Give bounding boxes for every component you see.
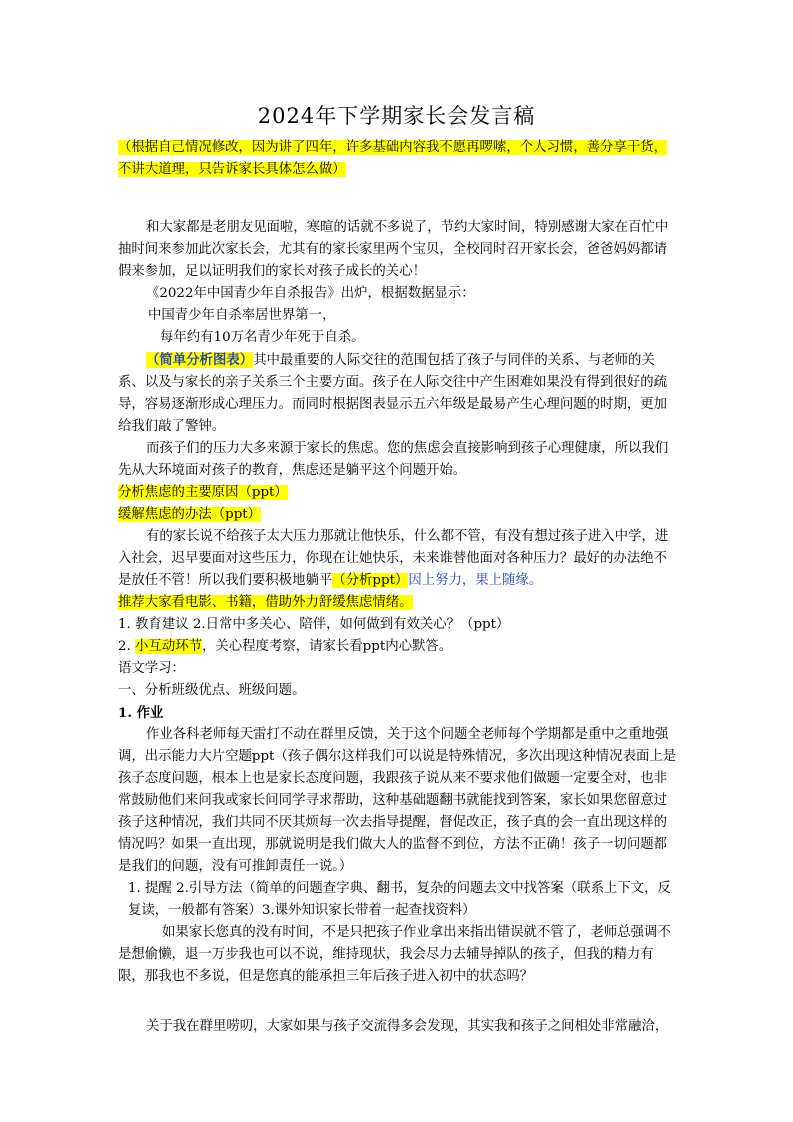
chart-analysis-tag: （简单分析图表） bbox=[146, 352, 254, 368]
paragraph-lying-flat bbox=[118, 526, 678, 592]
recommend-text: 推荐大家看电影、书籍，借助外力舒缓焦虑情绪。 bbox=[118, 595, 413, 610]
anxiety-cause-line bbox=[118, 482, 678, 504]
anxiety-relief-text: 缓解焦虑的办法（ppt） bbox=[118, 507, 262, 522]
list-item-1: 1. 教育建议 2.日常中多关心、陪伴，如何做到有效关心？（ppt） bbox=[118, 617, 510, 632]
chinese-section bbox=[118, 658, 678, 988]
stat-line-2: 每年约有10万名青少年死于自杀。 bbox=[160, 330, 365, 345]
recommend-line bbox=[118, 592, 678, 614]
list-item-2-number: 2. bbox=[118, 639, 136, 654]
motto-text: 因上努力，果上随缘。 bbox=[408, 573, 543, 588]
author-note bbox=[118, 137, 678, 181]
lying-flat-text: 有的家长说不给孩子太大压力那就让他快乐，什么都不管，有没有想过孩子进入中学，进入社会，迟早要面对这些压力，你现在让她快乐，未来谁替他面对各种压力？最好的办法绝不是放任不管！所以我们要积极地躺平 bbox=[118, 529, 669, 588]
page-title: 2024年下学期家长会发言稿 bbox=[257, 104, 536, 128]
paragraph-group-chat: 关于我在群里唠叨，大家如果与孩子交流得多会发现，其实我和孩子之间相处非常融洽， bbox=[146, 1019, 669, 1034]
anxiety-relief-line bbox=[118, 504, 678, 526]
interaction-tag: 小互动环节 bbox=[135, 639, 202, 654]
list-item-2 bbox=[118, 636, 678, 658]
chart-analysis-text: 其中最重要的人际交往的范围包括了孩子与同伴的关系、与老师的关系、以及与家长的亲子关系三个主要方面。孩子在人际交往中产生困难如果没有得到很好的疏导，容易逐渐形成心理压力。而同时根据图表显示五六年级是最易产生心理问题的时期，更加给我们敲了警钟。 bbox=[118, 353, 668, 434]
stat-line-1: 中国青少年自杀率居世界第一， bbox=[148, 308, 336, 323]
paragraph-methods: 1. 提醒 2.引导方法（简单的问题查字典、翻书，复杂的问题去文中找答案（联系上下文，反复读，一般都有答案）3.课外知识家长带着一起查找资料） bbox=[128, 881, 671, 918]
author-note-text: （根据自己情况修改，因为讲了四年，许多基础内容我不愿再啰嗦，个人习惯，善分享干货，不讲大道理，只告诉家长具体怎么做） bbox=[118, 140, 668, 177]
paragraph-report: 《2022年中国青少年自杀报告》出炉，根据数据显示： bbox=[146, 286, 475, 301]
paragraph-homework: 作业各科老师每天雷打不动在群里反馈，关于这个问题全老师每个学期都是重中之重地强调，出示能力大片空题ppt（孩子偶尔这样我们可以说是特殊情况，多次出现这种情况表面上是孩子态度问题，根本上也是家长态度问题，我跟孩子说从来不要求他们做题一定要全对，也非常鼓励他们来问我或家长问同学寻求帮助，这种基础题翻书就能找到答案，家长如果您留意过孩子这种情况，我们共同不厌其烦每一次去指导提醒，督促改正，孩子真的会一直出现这样的情况吗？如果一直出现，那就说明是我们做大人的监督不到位，方法不正确！孩子一切问题都是我们的问题，没有可推卸责任一说。） bbox=[118, 727, 677, 874]
section-heading-chinese: 语文学习： bbox=[118, 661, 185, 676]
paragraph-chart-analysis bbox=[118, 349, 678, 438]
closing-section bbox=[118, 1016, 678, 1038]
intro-section bbox=[118, 217, 678, 658]
list-item-2-text: ，关心程度考察，请家长看ppt内心默答。 bbox=[202, 639, 453, 654]
paragraph-no-time: 如果家长您真的没有时间，不是只把孩子作业拿出来指出错误就不管了，老师总强调不是想偷懒，退一万步我也可以不说，维持现状，我会尽力去辅导掉队的孩子，但我的精力有限，那我也不多说，但是您真的能承担三年后孩子进入初中的状态吗？ bbox=[118, 925, 671, 984]
anxiety-cause-text: 分析焦虑的主要原因（ppt） bbox=[118, 485, 288, 500]
ppt-analysis-tag: （分析ppt） bbox=[332, 573, 409, 588]
paragraph-anxiety: 而孩子们的压力大多来源于家长的焦虑。您的焦虑会直接影响到孩子心理健康，所以我们先从大环境面对孩子的教育，焦虑还是躺平这个问题开始。 bbox=[118, 441, 669, 478]
section-subheading-analysis: 一、分析班级优点、班级问题。 bbox=[118, 683, 306, 698]
paragraph-greeting: 和大家都是老朋友见面啦，寒暄的话就不多说了，节约大家时间，特别感谢大家在百忙中抽时间来参加此次家长会，尤其有的家长家里两个宝贝，全校同时召开家长会，爸爸妈妈都请假来参加，足以证明我们的家长对孩子成长的关心！ bbox=[118, 220, 669, 279]
section-heading-homework: 1. 作业 bbox=[118, 705, 164, 721]
